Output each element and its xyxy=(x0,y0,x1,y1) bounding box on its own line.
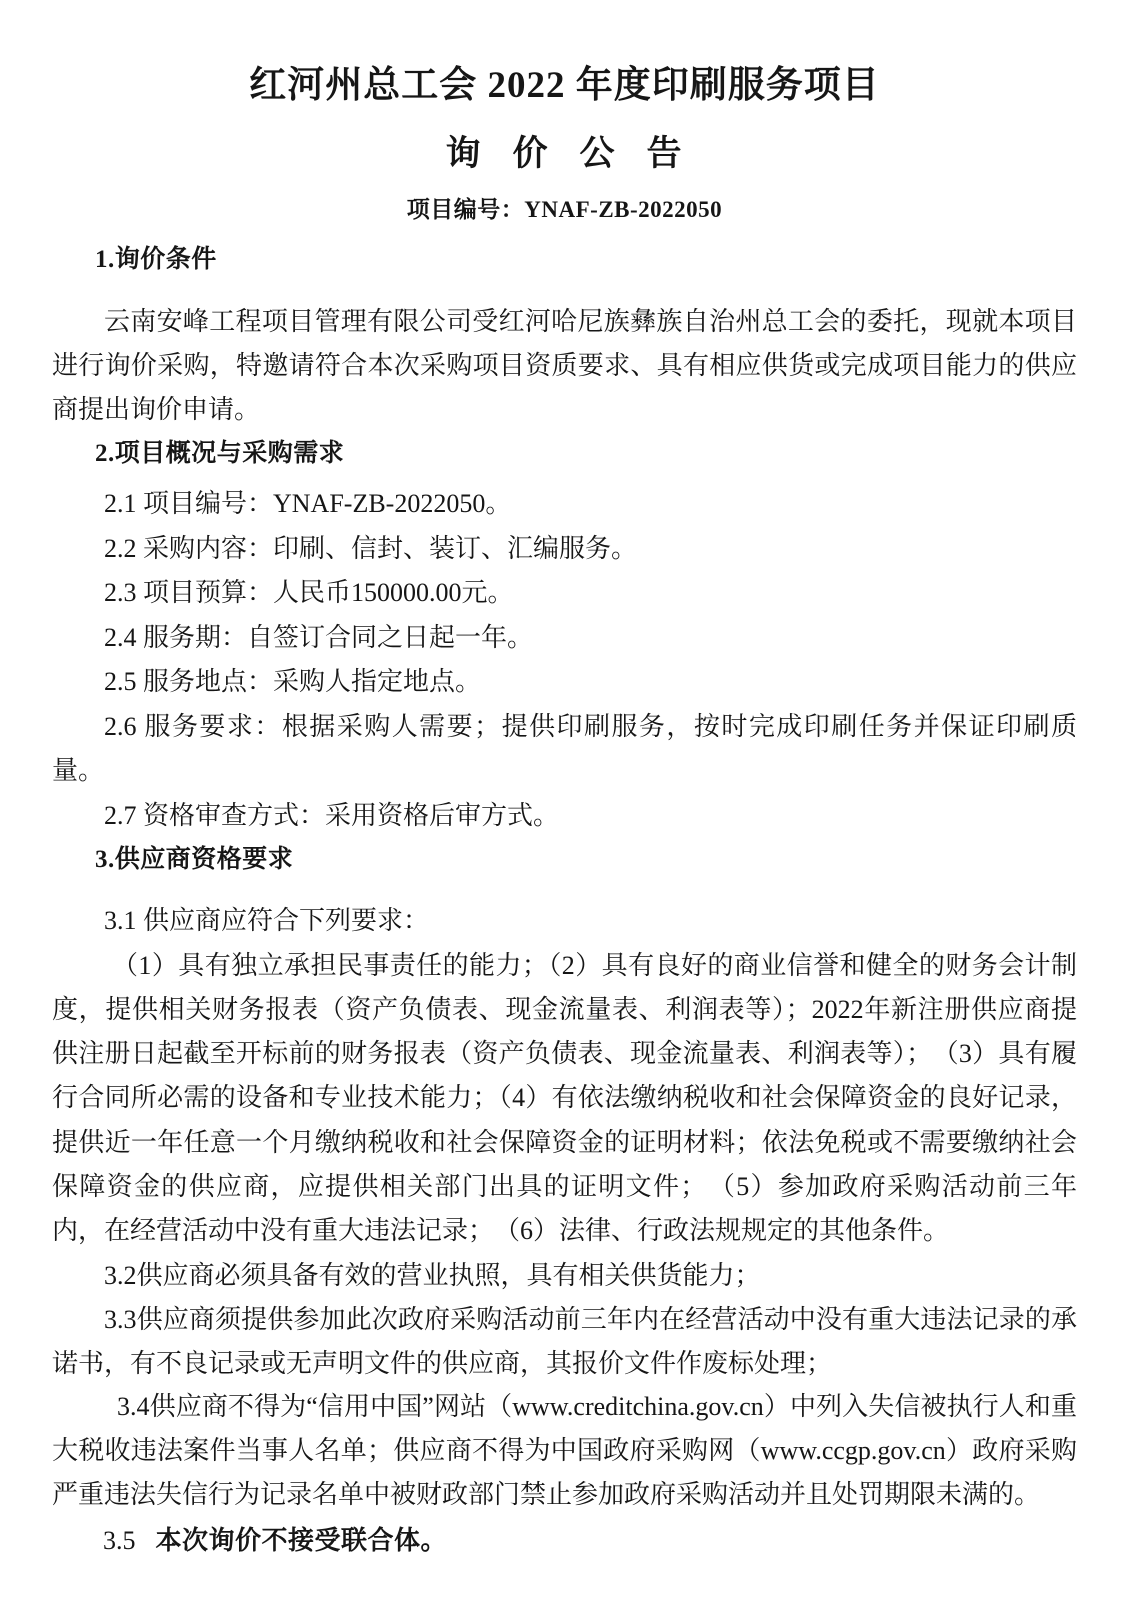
section-1-heading: 1.询价条件 xyxy=(95,246,217,273)
clause-2-6: 2.6 服务要求：根据采购人需要；提供印刷服务，按时完成印刷任务并保证印刷质量。 xyxy=(52,711,1077,785)
clause-3-5 xyxy=(52,1519,1077,1563)
section-1-paragraph: 云南安峰工程项目管理有限公司受红河哈尼族彝族自治州总工会的委托，现就本项目进行询价采购，特邀请符合本次采购项目资质要求、具有相应供货或完成项目能力的供应商提出询价申请。 xyxy=(52,307,1077,424)
clause-3-5-text: 本次询价不接受联合体。 xyxy=(155,1526,448,1556)
clause-3-1: 3.1 供应商应符合下列要求： xyxy=(104,906,430,935)
project-number-line xyxy=(52,192,1077,228)
section-2-items xyxy=(52,482,1077,838)
clause-2-7: 2.7 资格审查方式：采用资格后审方式。 xyxy=(104,800,560,830)
supplier-requirements-paragraph: （1）具有独立承担民事责任的能力；（2）具有良好的商业信誉和健全的财务会计制度，提供相关财务报表（资产负债表、现金流量表、利润表等）；2022年新注册供应商提供注册日起截至开标前的财务报表（资产负债表、现金流量表、利润表等）； （3）具有履行合同所必需的设备和专业技术能力；（4）有依法缴纳税收和社会保障资金的良好记录，提供近一年任意一个月缴纳税收和社会保障资金的证明材料；依法免税或不需要缴纳社会保障资金的供应商，应提供相关部门出具的证明文件； （5）参加政府采购活动前三年内，在经营活动中没有重大违法记录； （6）法律、行政法规规定的其他条件。 xyxy=(52,950,1077,1246)
document-title: 红河州总工会 2022 年度印刷服务项目 xyxy=(249,65,880,106)
section-3-heading: 3.供应商资格要求 xyxy=(95,846,294,873)
clause-2-4: 2.4 服务期：自签订合同之日起一年。 xyxy=(104,622,534,652)
clause-3-4: 3.4供应商不得为“信用中国”网站（www.creditchina.gov.cn）中列入失信被执行人和重大税收违法案件当事人名单；供应商不得为中国政府采购网（www.ccgp.gov.cn）政府采购严重违法失信行为记录名单中被财政部门禁止参加政府采购活动并且处罚期限未满的。 xyxy=(52,1392,1077,1510)
project-number-label: 项目编号： xyxy=(406,197,525,222)
clause-3-5-number: 3.5 xyxy=(103,1526,136,1556)
document-subtitle: 询 价 公 告 xyxy=(445,134,684,173)
clause-2-2: 2.2 采购内容：印刷、信封、装订、汇编服务。 xyxy=(104,533,638,563)
clause-2-1: 2.1 项目编号：YNAF-ZB-2022050。 xyxy=(104,489,512,518)
clause-3-3: 3.3供应商须提供参加此次政府采购活动前三年内在经营活动中没有重大违法记录的承诺书，有不良记录或无声明文件的供应商，其报价文件作废标处理； xyxy=(52,1305,1077,1378)
clause-3-2: 3.2供应商必须具备有效的营业执照，具有相关供货能力； xyxy=(104,1260,761,1290)
clause-2-3: 2.3 项目预算：人民币150000.00元。 xyxy=(104,578,514,607)
section-2-heading: 2.项目概况与采购需求 xyxy=(95,440,345,467)
project-number-value: YNAF-ZB-2022050 xyxy=(524,197,723,222)
clause-2-5: 2.5 服务地点：采购人指定地点。 xyxy=(104,667,482,696)
